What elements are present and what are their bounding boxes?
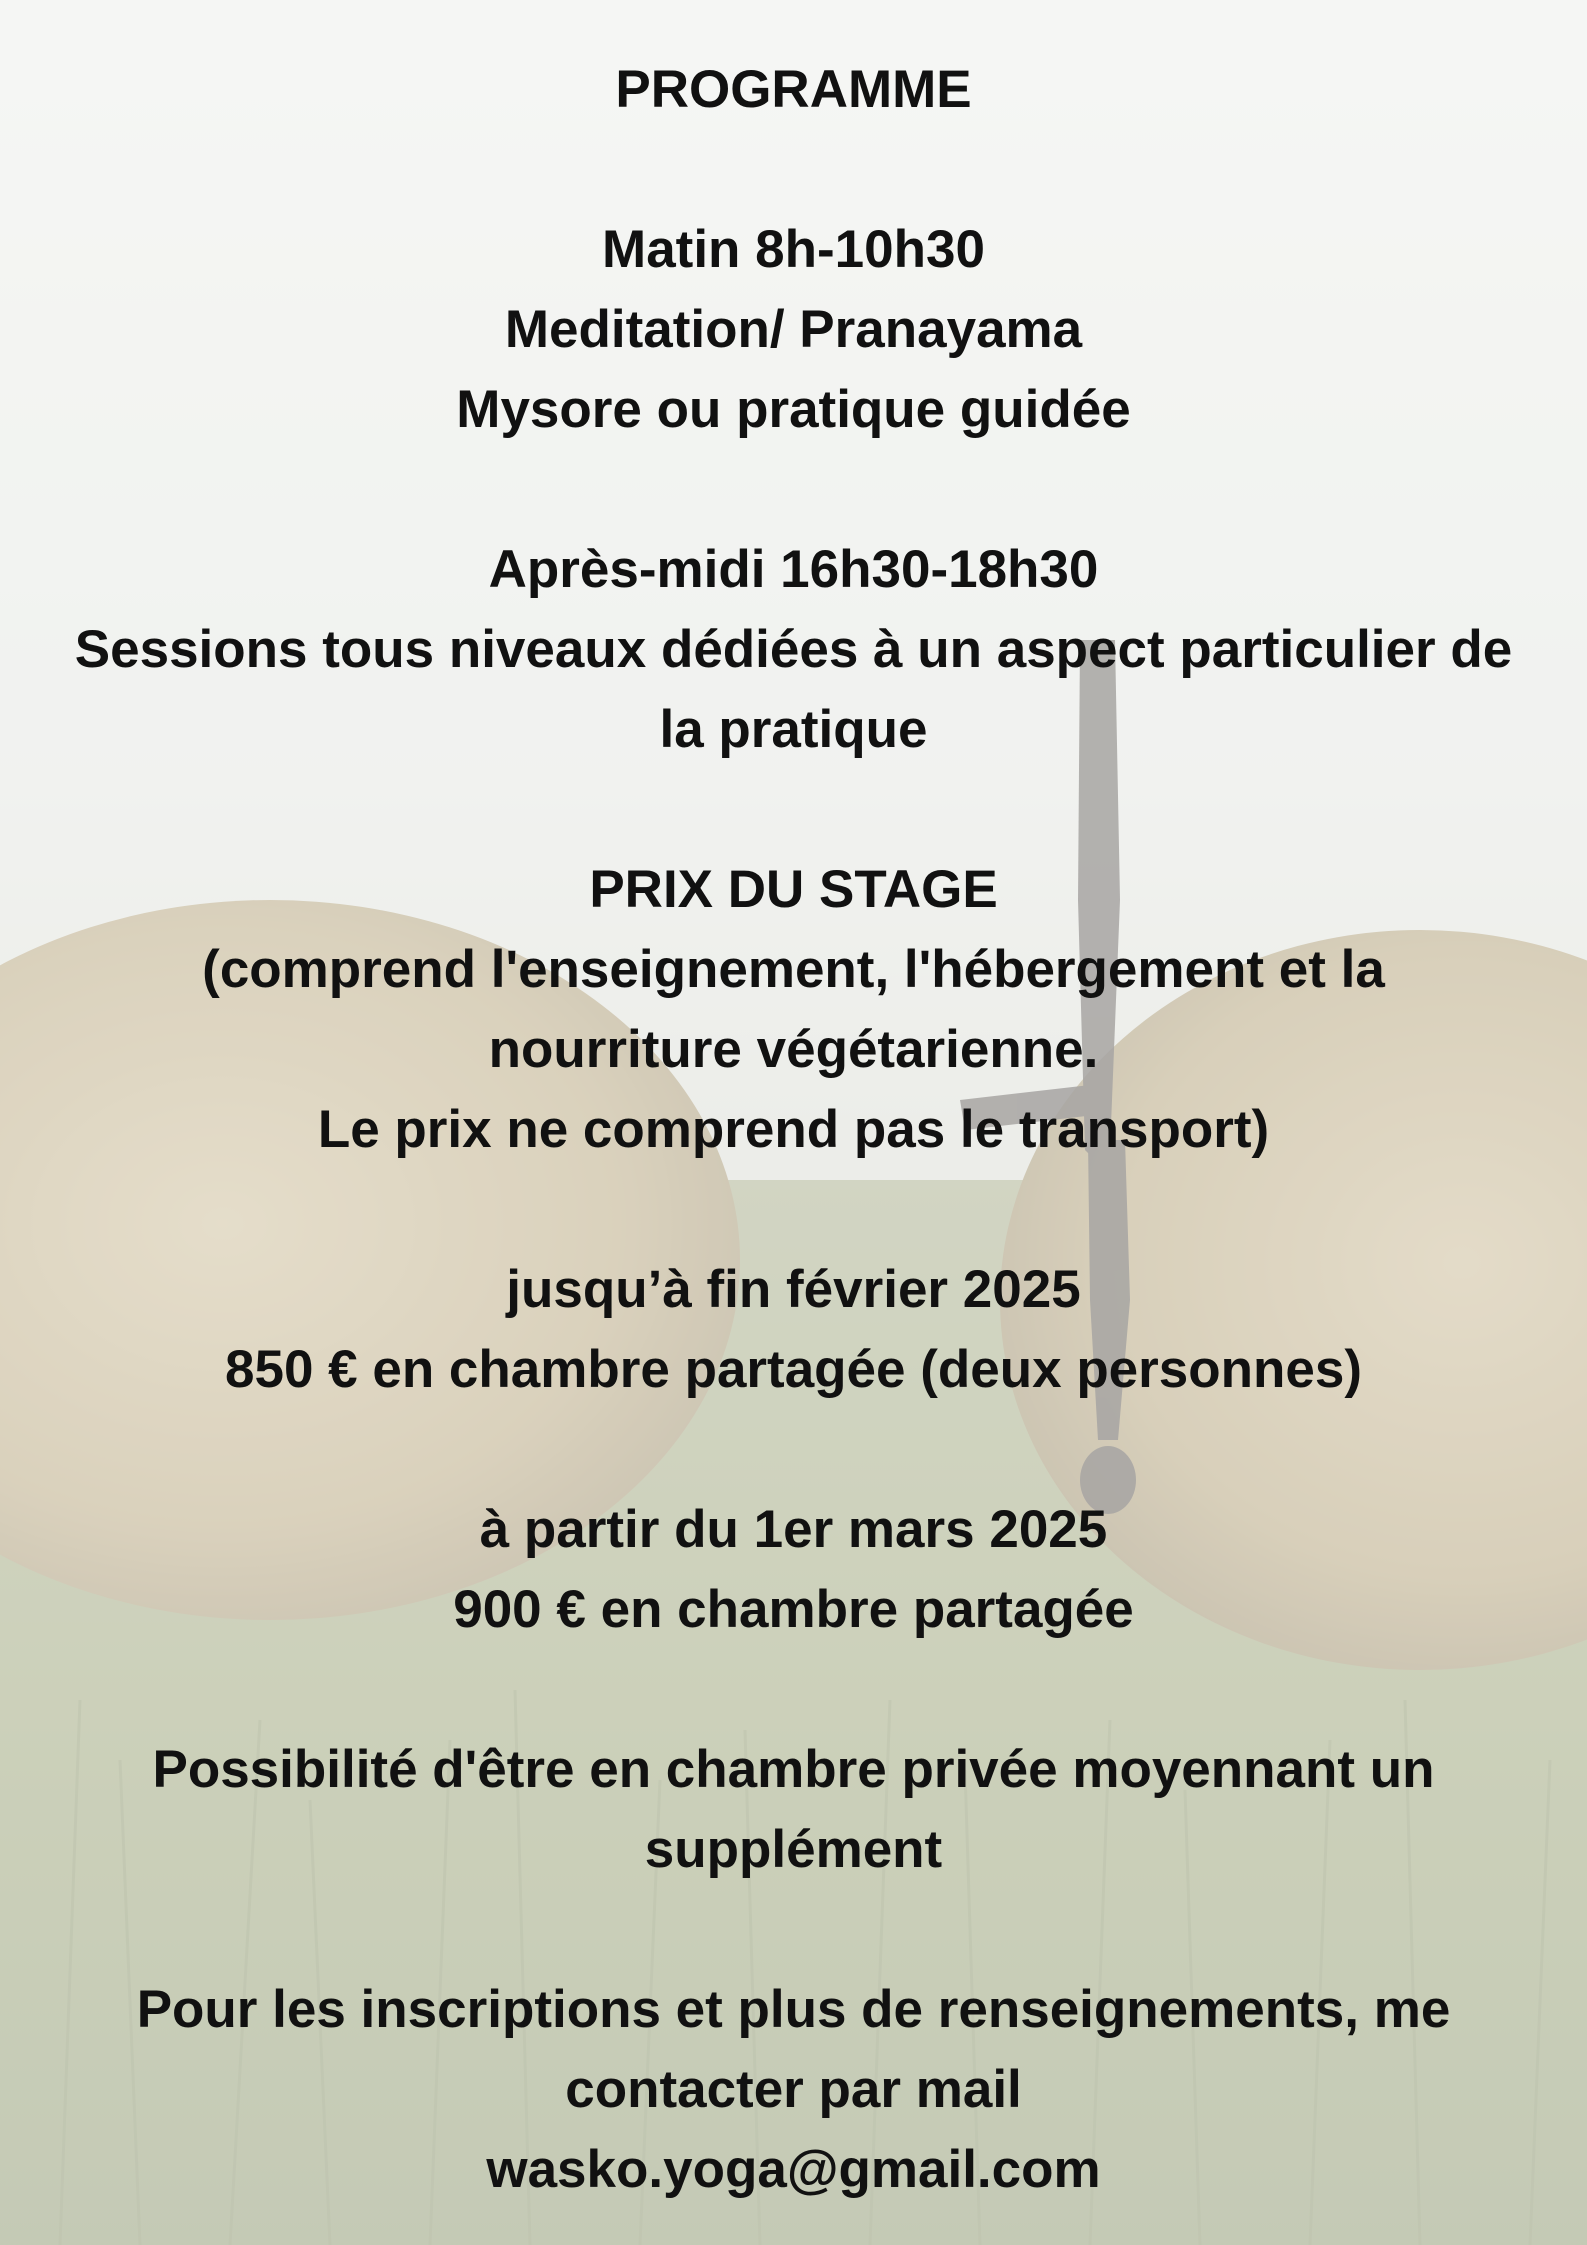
contact-email[interactable]: wasko.yoga@gmail.com — [486, 2140, 1101, 2199]
flyer-text — [0, 50, 1587, 2210]
morning-line-1: Meditation/ Pranayama — [504, 300, 1083, 359]
afternoon-line-1: Sessions tous niveaux dédiées à un aspect particulier de — [74, 620, 1513, 679]
contact-line-1: Pour les inscriptions et plus de renseignements, me — [136, 1980, 1451, 2039]
programme-heading: PROGRAMME — [615, 60, 972, 119]
private-room-1: Possibilité d'être en chambre privée moyennant un — [152, 1740, 1435, 1799]
early-price: 850 € en chambre partagée (deux personnes) — [225, 1340, 1362, 1399]
pricing-note-1: (comprend l'enseignement, l'hébergement et la — [202, 940, 1385, 999]
private-room-2: supplément — [644, 1820, 943, 1879]
late-price: 900 € en chambre partagée — [453, 1580, 1134, 1639]
morning-time: Matin 8h-10h30 — [602, 220, 985, 279]
pricing-note-2: nourriture végétarienne. — [488, 1020, 1099, 1079]
afternoon-line-2: la pratique — [659, 700, 928, 759]
morning-line-2: Mysore ou pratique guidée — [456, 380, 1131, 439]
late-period: à partir du 1er mars 2025 — [479, 1500, 1108, 1559]
early-period: jusqu’à fin février 2025 — [506, 1260, 1081, 1319]
afternoon-time: Après-midi 16h30-18h30 — [488, 540, 1099, 599]
pricing-heading: PRIX DU STAGE — [589, 860, 998, 919]
contact-line-2: contacter par mail — [565, 2060, 1022, 2119]
pricing-note-3: Le prix ne comprend pas le transport) — [317, 1100, 1270, 1159]
